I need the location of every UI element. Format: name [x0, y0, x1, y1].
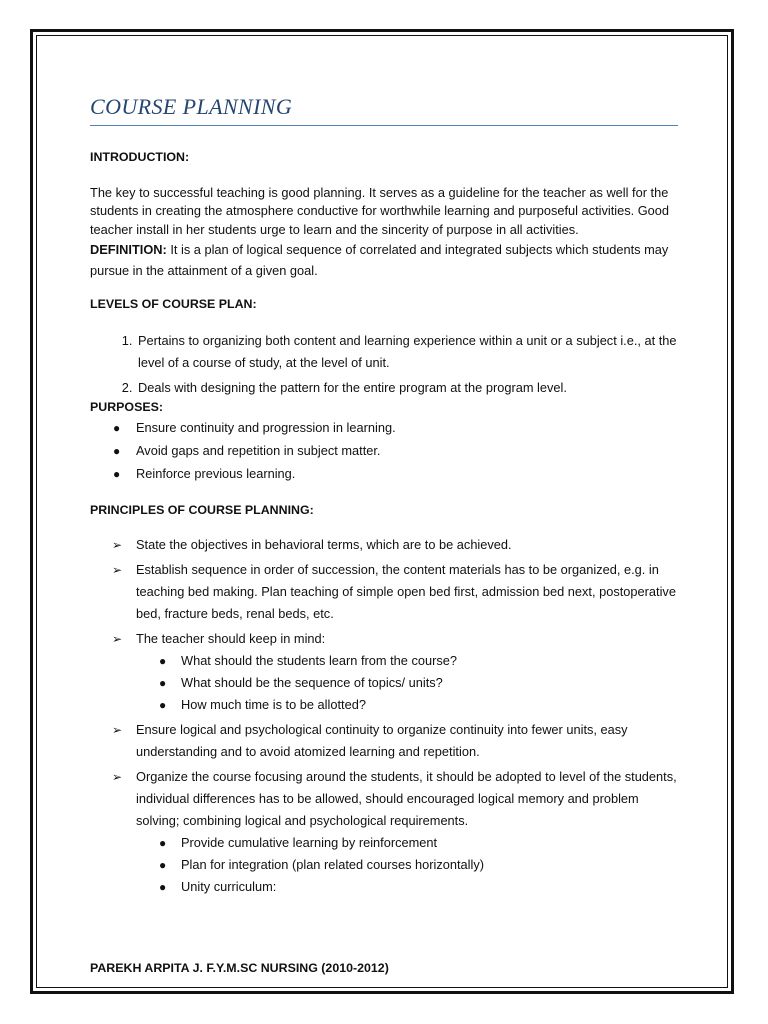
list-item: 1. Pertains to organizing both content and learning experience within a unit or a subject i.e., at the level of a course of study, at the level of unit. — [136, 330, 680, 374]
arrow-bullet-icon: ➢ — [112, 562, 123, 577]
list-item-text: Unity curriculum: — [181, 878, 277, 894]
list-item-text: Provide cumulative learning by reinforcement — [181, 834, 438, 850]
list-item-text: Ensure continuity and progression in learning. — [136, 420, 396, 435]
bullet-icon: ● — [113, 421, 121, 435]
list-item-text: The teacher should keep in mind: — [136, 630, 326, 646]
bullet-icon: ● — [159, 879, 167, 894]
list-item-text: Organize the course focusing around the students, it should be adopted to level of the students, individual differences has to be allowed, should encouraged logical memory and problem solving; combining logical and psychological requirements. — [136, 768, 677, 828]
sub-list — [136, 832, 680, 898]
bullet-icon: ● — [113, 444, 121, 458]
list-item — [90, 419, 680, 438]
bullet-icon: ● — [159, 653, 167, 668]
list-item: 2. Deals with designing the pattern for the entire program at the program level. — [136, 377, 680, 399]
list-item — [90, 442, 680, 461]
bullet-icon: ● — [159, 675, 167, 690]
list-item — [136, 854, 680, 876]
list-item — [90, 719, 680, 763]
list-item — [136, 694, 680, 716]
bullet-icon: ● — [159, 857, 167, 872]
definition-label: DEFINITION: — [90, 242, 167, 257]
list-item — [136, 650, 680, 672]
principles-heading: PRINCIPLES OF COURSE PLANNING: — [90, 503, 314, 517]
sub-list — [136, 650, 680, 716]
purposes-heading: PURPOSES: — [90, 399, 163, 414]
page-footer: PAREKH ARPITA J. F.Y.M.SC NURSING (2010-2012) — [90, 961, 389, 975]
arrow-bullet-icon: ➢ — [112, 631, 123, 646]
list-item-text: Establish sequence in order of succession, the content materials has to be organized, e.g. in teaching bed making. Plan teaching of simple open bed first, admission bed next, postoperative bed, fracture beds, renal beds, etc. — [136, 561, 676, 621]
list-item-text: State the objectives in behavioral terms, which are to be achieved. — [136, 536, 512, 552]
list-item-text: Ensure logical and psychological continuity to organize continuity into fewer units, easy understanding and to avoid atomized learning and repetition. — [136, 721, 628, 759]
list-item-text: Reinforce previous learning. — [136, 466, 296, 481]
list-item — [90, 628, 680, 716]
arrow-bullet-icon: ➢ — [112, 537, 123, 552]
list-item — [90, 534, 680, 556]
list-item-text: What should be the sequence of topics/ units? — [181, 674, 443, 690]
principles-list — [90, 534, 680, 898]
levels-list — [90, 330, 680, 399]
list-item — [136, 832, 680, 854]
definition-text: It is a plan of logical sequence of correlated and integrated subjects which students may pursue in the attainment of a given goal. — [90, 242, 669, 278]
bullet-icon: ● — [159, 697, 167, 712]
document-body — [90, 93, 680, 901]
list-item-text: What should the students learn from the course? — [181, 652, 457, 668]
page-title: COURSE PLANNING — [90, 94, 293, 119]
arrow-bullet-icon: ➢ — [112, 769, 123, 784]
levels-heading: LEVELS OF COURSE PLAN: — [90, 297, 257, 311]
purposes-list — [90, 419, 680, 484]
list-item-text: Plan for integration (plan related courses horizontally) — [181, 856, 485, 872]
introduction-paragraph: The key to successful teaching is good planning. It serves as a guideline for the teacher as well for the students in creating the atmosphere conductive for worthwhile learning and purposeful activities. Good teacher install in her students urge to learn and the sincerity of purpose in all activities. — [90, 184, 670, 237]
arrow-bullet-icon: ➢ — [112, 722, 123, 737]
list-item — [136, 672, 680, 694]
list-item — [90, 766, 680, 898]
bullet-icon: ● — [159, 835, 167, 850]
list-item — [90, 465, 680, 484]
list-item-text: How much time is to be allotted? — [181, 696, 366, 712]
list-item — [136, 876, 680, 898]
bullet-icon: ● — [113, 467, 121, 481]
introduction-heading: INTRODUCTION: — [90, 150, 190, 164]
definition-paragraph — [90, 239, 680, 281]
list-item-text: Avoid gaps and repetition in subject matter. — [136, 443, 381, 458]
list-item — [90, 559, 680, 625]
